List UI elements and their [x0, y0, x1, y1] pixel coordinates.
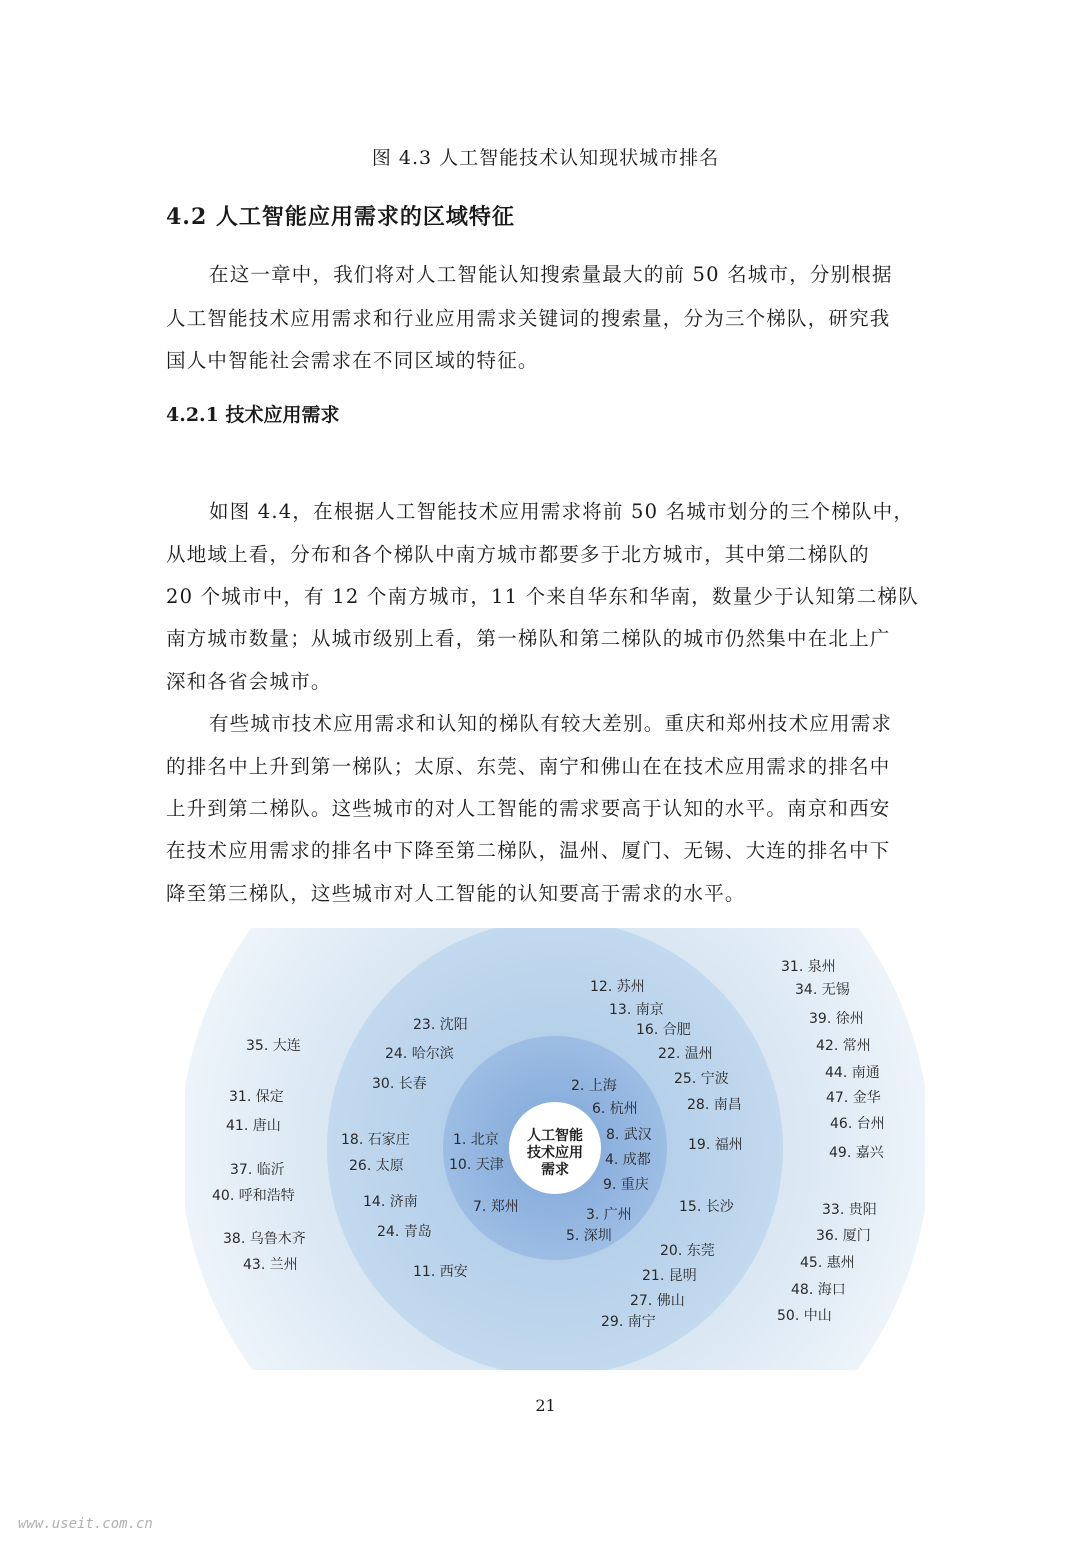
paragraph-line: 如图 4.4，在根据人工智能技术应用需求将前 50 名城市划分的三个梯队中， [209, 500, 915, 523]
tier2-city: 28. 南昌 [687, 1097, 742, 1113]
tier2-city: 25. 宁波 [674, 1071, 729, 1087]
paragraph-line: 20 个城市中，有 12 个南方城市，11 个来自华东和华南，数量少于认知第二梯队 [166, 585, 919, 608]
tier3-city: 41. 唐山 [226, 1118, 281, 1134]
tier2-city: 26. 太原 [349, 1158, 404, 1174]
city-tier-diagram [185, 928, 925, 1370]
tier3-city: 46. 台州 [830, 1116, 885, 1132]
tier3-city: 31. 泉州 [781, 959, 836, 975]
tier3-city: 35. 大连 [246, 1038, 301, 1054]
section-heading: 4.2 人工智能应用需求的区域特征 [166, 204, 515, 230]
tier3-city: 37. 临沂 [230, 1162, 285, 1178]
intro-line: 人工智能技术应用需求和行业应用需求关键词的搜索量，分为三个梯队，研究我 [166, 307, 891, 330]
intro-line: 国人中智能社会需求在不同区域的特征。 [166, 349, 539, 372]
tier2-city: 14. 济南 [363, 1194, 418, 1210]
tier1-city: 8. 武汉 [606, 1127, 652, 1143]
tier1-city: 7. 郑州 [473, 1199, 519, 1215]
tier3-city: 39. 徐州 [809, 1011, 864, 1027]
tier3-city: 50. 中山 [777, 1308, 832, 1324]
tier1-city: 5. 深圳 [566, 1228, 612, 1244]
paragraph-line: 上升到第二梯队。这些城市的对人工智能的需求要高于认知的水平。南京和西安 [166, 797, 891, 820]
tier3-city: 43. 兰州 [243, 1257, 298, 1273]
paragraph-line: 降至第三梯队，这些城市对人工智能的认知要高于需求的水平。 [166, 882, 746, 905]
tier-rings-svg [185, 928, 925, 1370]
tier3-city: 47. 金华 [826, 1090, 881, 1106]
tier2-city: 15. 长沙 [679, 1199, 734, 1215]
tier3-city: 42. 常州 [816, 1038, 871, 1054]
tier1-city: 6. 杭州 [592, 1101, 638, 1117]
tier2-city: 21. 昆明 [642, 1268, 697, 1284]
tier2-city: 16. 合肥 [636, 1022, 691, 1038]
figure-caption: 图 4.3 人工智能技术认知现状城市排名 [371, 147, 720, 169]
tier1-city: 2. 上海 [571, 1078, 617, 1094]
paragraph-line: 深和各省会城市。 [166, 670, 332, 693]
tier3-city: 33. 贵阳 [822, 1202, 877, 1218]
core-label: 人工智能 [527, 1128, 583, 1144]
tier2-city: 27. 佛山 [630, 1293, 685, 1309]
tier1-city: 10. 天津 [449, 1157, 504, 1173]
paragraph-line: 有些城市技术应用需求和认知的梯队有较大差别。重庆和郑州技术应用需求 [209, 712, 893, 735]
tier2-city: 22. 温州 [658, 1046, 713, 1062]
tier2-city: 24. 哈尔滨 [385, 1046, 454, 1062]
core-label: 技术应用 [527, 1145, 583, 1161]
tier2-city: 24. 青岛 [377, 1224, 432, 1240]
tier2-city: 12. 苏州 [590, 979, 645, 995]
paragraph-line: 南方城市数量；从城市级别上看，第一梯队和第二梯队的城市仍然集中在北上广 [166, 627, 891, 650]
subsection-heading: 4.2.1 技术应用需求 [166, 404, 340, 426]
core-label: 需求 [541, 1162, 569, 1178]
tier2-city: 30. 长春 [372, 1076, 427, 1092]
tier2-city: 20. 东莞 [660, 1243, 715, 1259]
tier3-city: 36. 厦门 [816, 1228, 871, 1244]
tier3-city: 31. 保定 [229, 1089, 284, 1105]
tier3-city: 48. 海口 [791, 1282, 846, 1298]
tier3-city: 34. 无锡 [795, 982, 850, 998]
tier1-city: 4. 成都 [605, 1152, 651, 1168]
tier3-city: 44. 南通 [825, 1065, 880, 1081]
tier1-city: 9. 重庆 [603, 1177, 649, 1193]
paragraph-line: 在技术应用需求的排名中下降至第二梯队，温州、厦门、无锡、大连的排名中下 [166, 839, 891, 862]
tier2-city: 23. 沈阳 [413, 1017, 468, 1033]
paragraph-line: 的排名中上升到第一梯队；太原、东莞、南宁和佛山在在技术应用需求的排名中 [166, 755, 891, 778]
tier3-city: 45. 惠州 [800, 1255, 855, 1271]
tier2-city: 13. 南京 [609, 1002, 664, 1018]
intro-line: 在这一章中，我们将对人工智能认知搜索量最大的前 50 名城市，分别根据 [209, 263, 893, 286]
tier3-city: 38. 乌鲁木齐 [223, 1231, 306, 1247]
watermark: www.useit.com.cn [18, 1516, 153, 1532]
tier2-city: 11. 西安 [413, 1264, 468, 1280]
page-number: 21 [535, 1396, 556, 1415]
tier1-city: 1. 北京 [453, 1132, 499, 1148]
tier2-city: 18. 石家庄 [341, 1132, 410, 1148]
tier2-city: 19. 福州 [688, 1137, 743, 1153]
tier2-city: 29. 南宁 [601, 1314, 656, 1330]
tier3-city: 40. 呼和浩特 [212, 1188, 295, 1204]
paragraph-line: 从地域上看，分布和各个梯队中南方城市都要多于北方城市，其中第二梯队的 [166, 543, 870, 566]
tier3-city: 49. 嘉兴 [829, 1145, 884, 1161]
tier1-city: 3. 广州 [586, 1207, 632, 1223]
